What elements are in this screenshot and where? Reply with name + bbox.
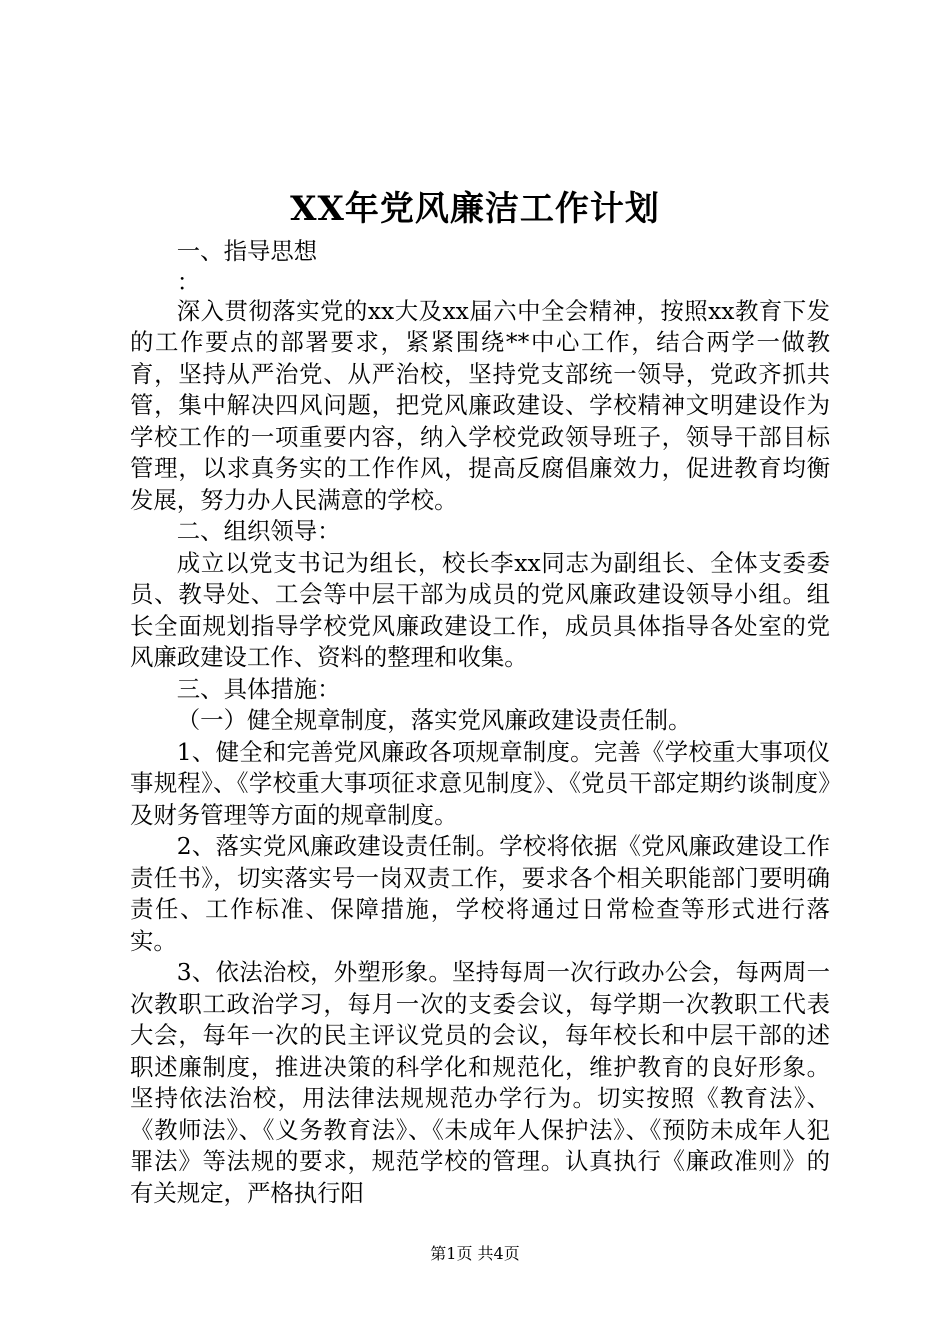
page-footer: 第1页 共4页 [430,1244,520,1263]
paragraph-item-1: 1、健全和完善党风廉政各项规章制度。完善《学校重大事项仪事规程》、《学校重大事项征求意见制度》、《党员干部定期约谈制度》及财务管理等方面的规章制度。 [130,737,830,829]
document-body [130,236,830,1209]
paragraph-item-2: 2、落实党风廉政建设责任制。学校将依据《党风廉政建设工作责任书》，切实落实号一岗双责工作，要求各个相关职能部门要明确责任、工作标准、保障措施，学校将通过日常检查等形式进行落实。 [130,832,830,955]
stray-colon: ： [176,267,201,296]
paragraph-guiding-thought: 深入贯彻落实党的xx大及xx届六中全会精神，按照xx教育下发的工作要点的部署要求，紧紧围绕**中心工作，结合两学一做教育，坚持从严治党、从严治校，坚持党支部统一领导，党政齐抓共管，集中解决四风问题，把党风廉政建设、学校精神文明建设作为学校工作的一项重要内容，纳入学校党政领导班子，领导干部目标管理，以求真务实的工作作风，提高反腐倡廉效力，促进教育均衡发展，努力办人民满意的学校。 [130,296,830,514]
subheading-rules: （一）健全规章制度，落实党风廉政建设责任制。 [176,706,692,734]
paragraph-item-3: 3、依法治校，外塑形象。坚持每周一次行政办公会，每两周一次教职工政治学习，每月一次的支委会议，每学期一次教职工代表大会，每年一次的民主评议党员的会议，每年校长和中层干部的述职述廉制度，推进决策的科学化和规范化，维护教育的良好形象。坚持依法治校，用法律法规规范办学行为。切实按照《教育法》、《教师法》、《义务教育法》、《未成年人保护法》、《预防未成年人犯罪法》等法规的要求，规范学校的管理。认真执行《廉政准则》的有关规定，严格执行阳 [130,958,830,1207]
heading-guiding-thought: 一、指导思想 [176,237,318,265]
heading-organization: 二、组织领导： [176,517,341,545]
paragraph-organization: 成立以党支书记为组长，校长李xx同志为副组长、全体支委委员、教导处、工会等中层干部为成员的党风廉政建设领导小组。组长全面规划指导学校党风廉政建设工作，成员具体指导各处室的党风廉政建设工作、资料的整理和收集。 [130,548,830,671]
document-title: XX年党风廉洁工作计划 [290,189,660,229]
heading-measures: 三、具体措施： [176,674,341,703]
